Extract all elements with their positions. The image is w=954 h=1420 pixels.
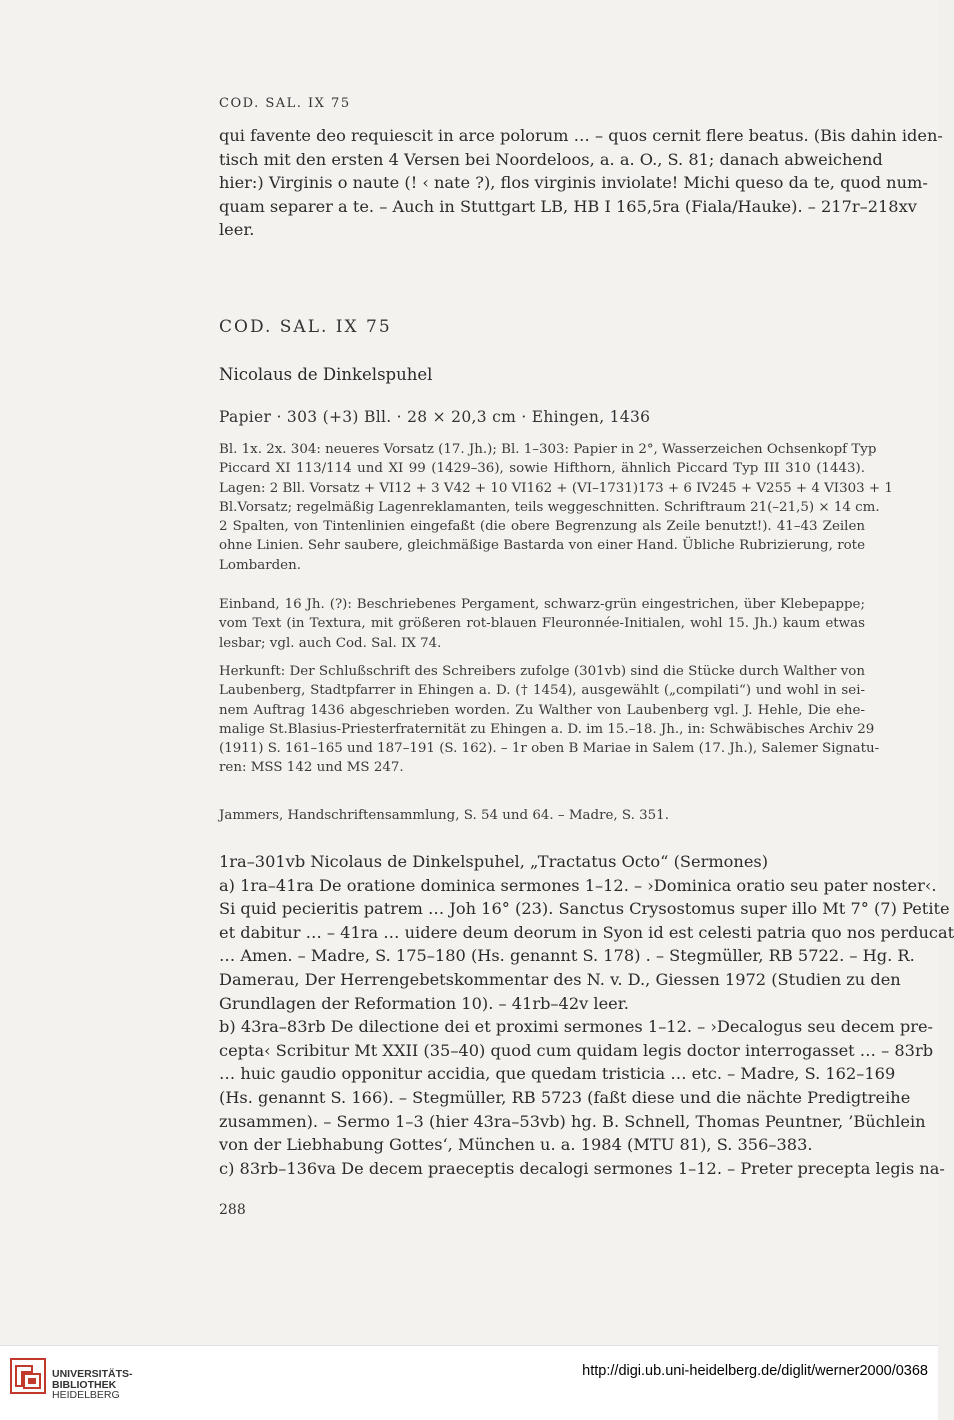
running-head: COD. SAL. IX 75 xyxy=(219,96,351,111)
contents xyxy=(219,850,954,1180)
footer-bar xyxy=(0,1345,938,1420)
text-line: ohne Linien. Sehr saubere, gleichmäßige Bastarda von einer Hand. Übliche Rubrizierung, rote xyxy=(219,538,865,554)
text-line: c) 83rb–136va De decem praeceptis decalogi sermones 1–12. – Preter precepta legis na- xyxy=(219,1158,945,1178)
text-line: Piccard XI 113/114 und XI 99 (1429–36), sowie Hifthorn, ähnlich Piccard Typ III 310 (1443). xyxy=(219,461,865,477)
library-name xyxy=(52,1369,133,1401)
text-line: Bl.Vorsatz; regelmäßig Lagenreklamanten, teils weggeschnitten. Schriftraum 21(–21,5) × 14 cm. xyxy=(219,499,880,515)
provenance xyxy=(219,662,880,778)
text-line: hier:) Virginis o naute (! ‹ nate ?), flos virginis inviolate! Michi queso da te, quod num- xyxy=(219,173,928,193)
codex-metadata: Papier · 303 (+3) Bll. · 28 × 20,3 cm · Ehingen, 1436 xyxy=(219,408,651,426)
text-line: ren: MSS 142 und MS 247. xyxy=(219,760,404,776)
text-line: (1911) S. 161–165 und 187–191 (S. 162). – 1r oben B Mariae in Salem (17. Jh.), Salemer Signatu- xyxy=(219,741,880,757)
text-line: leer. xyxy=(219,220,255,240)
text-line: zusammen). – Sermo 1–3 (hier 43ra–53vb) hg. B. Schnell, Thomas Peuntner, ’Büchlein xyxy=(219,1111,926,1131)
text-line: Herkunft: Der Schlußschrift des Schreibers zufolge (301vb) sind die Stücke durch Walther von xyxy=(219,664,865,679)
library-name-line: BIBLIOTHEK xyxy=(52,1378,117,1391)
text-line: Bl. 1x. 2x. 304: neueres Vorsatz (17. Jh.); Bl. 1–303: Papier in 2°, Wasserzeichen Ochsenkopf Typ xyxy=(219,442,877,457)
text-line: Si quid pecieritis patrem … Joh 16° (23). Sanctus Crysostomus super illo Mt 7° (7) Petite xyxy=(219,899,950,919)
section-heading: COD. SAL. IX 75 xyxy=(219,317,392,337)
text-line: malige St.Blasius-Priesterfraternität zu Ehingen a. D. im 15.–18. Jh., in: Schwäbisches Archiv 29 xyxy=(219,721,875,737)
text-line: Grundlagen der Reformation 10). – 41rb–42v leer. xyxy=(219,993,629,1013)
source-url-link[interactable]: http://digi.ub.uni-heidelberg.de/diglit/werner2000/0368 xyxy=(582,1363,928,1379)
text-line: Einband, 16 Jh. (?): Beschriebenes Pergament, schwarz-grün eingestrichen, über Klebepappe; xyxy=(219,597,865,612)
text-line: cepta‹ Scribitur Mt XXII (35–40) quod cum quidam legis doctor interrogasset … – 83rb xyxy=(219,1040,934,1060)
text-line: (Hs. genannt S. 166). – Stegmüller, RB 5723 (faßt diese und die nächte Predigtreihe xyxy=(219,1087,911,1107)
text-line: 1ra–301vb Nicolaus de Dinkelspuhel, „Tractatus Octo“ (Sermones) xyxy=(219,852,769,871)
library-logo-icon xyxy=(10,1358,46,1394)
text-line: 2 Spalten, von Tintenlinien eingefaßt (die obere Begrenzung als Zeile benutzt!). 41–43 Zeilen xyxy=(219,519,865,535)
library-name-line: UNIVERSITÄTS- xyxy=(52,1368,133,1380)
text-line: von der Liebhabung Gottes‘, München u. a. 1984 (MTU 81), S. 356–383. xyxy=(219,1135,813,1155)
text-line: Lagen: 2 Bll. Vorsatz + VI12 + 3 V42 + 10 VI162 + (VI–1731)173 + 6 IV245 + V255 + 4 VI303 + 1 xyxy=(219,480,893,496)
text-line: qui favente deo requiescit in arce polorum … – quos cernit flere beatus. (Bis dahin iden- xyxy=(219,126,943,145)
text-line: Damerau, Der Herrengebetskommentar des N. v. D., Giessen 1972 (Studien zu den xyxy=(219,969,901,989)
text-line: b) 43ra–83rb De dilectione dei et proximi sermones 1–12. – ›Decalogus seu decem pre- xyxy=(219,1017,934,1037)
text-line: Laubenberg, Stadtpfarrer in Ehingen a. D. († 1454), ausgewählt („compilati“) und wohl in sei- xyxy=(219,683,865,699)
binding-description xyxy=(219,595,865,653)
text-line: tisch mit den ersten 4 Versen bei Noordeloos, a. a. O., S. 81; danach abweichend xyxy=(219,149,883,169)
text-line: Lombarden. xyxy=(219,557,301,573)
physical-description xyxy=(219,440,893,575)
text-line: et dabitur … – 41ra … uidere deum deorum in Syon id est celesti patria quo nos perducat xyxy=(219,922,954,942)
text-line: a) 1ra–41ra De oratione dominica sermones 1–12. – ›Dominica oratio seu pater noster‹. xyxy=(219,875,937,895)
text-line: vom Text (in Textura, mit größeren rot-blauen Fleuronnée-Initialen, wohl 15. Jh.) kaum etwas xyxy=(219,616,865,632)
library-name-line: HEIDELBERG xyxy=(52,1389,120,1401)
section-title: Nicolaus de Dinkelspuhel xyxy=(219,365,433,384)
intro-paragraph xyxy=(219,124,943,242)
text-line: … Amen. – Madre, S. 175–180 (Hs. genannt S. 178) . – Stegmüller, RB 5722. – Hg. R. xyxy=(219,946,915,966)
text-line: lesbar; vgl. auch Cod. Sal. IX 74. xyxy=(219,635,442,651)
literature xyxy=(219,806,865,825)
text-line: … huic gaudio opponitur accidia, que quedam tristicia … etc. – Madre, S. 162–169 xyxy=(219,1064,896,1084)
text-line: nem Auftrag 1436 abgeschrieben worden. Zu Walther von Laubenberg vgl. J. Hehle, Die ehe- xyxy=(219,702,865,718)
text-line: quam separer a te. – Auch in Stuttgart LB, HB I 165,5ra (Fiala/Hauke). – 217r–218xv xyxy=(219,196,917,216)
text-line: Jammers, Handschriftensammlung, S. 54 und 64. – Madre, S. 351. xyxy=(219,808,669,823)
page-number: 288 xyxy=(219,1202,246,1218)
